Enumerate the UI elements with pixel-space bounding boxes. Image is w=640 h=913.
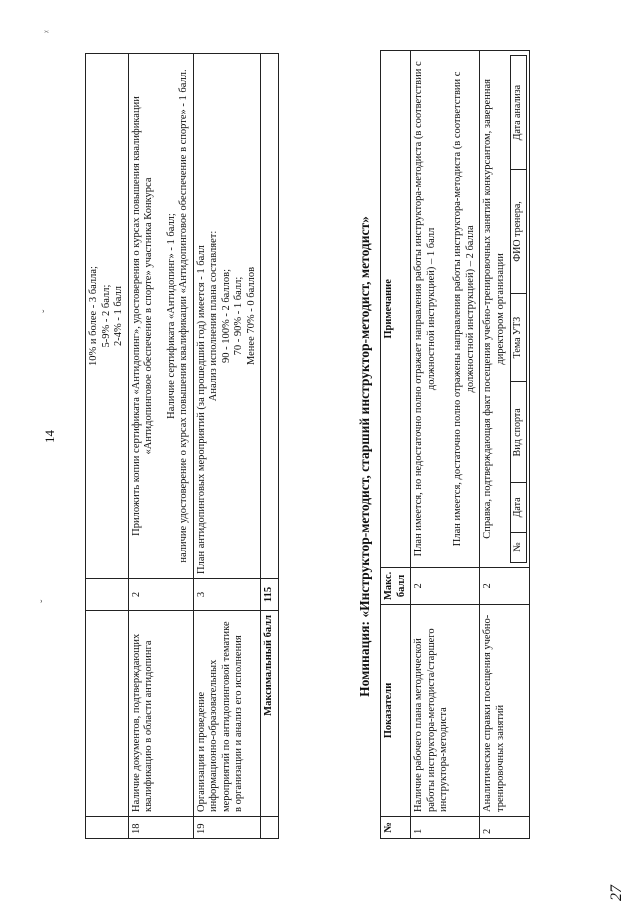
scan-mark: ˇ (42, 309, 53, 313)
note-cell: Справка, подтверждающая факт посещения учебно-тренировочных занятий конкурсантом, заверенная директором организации № Дата Вид спорта Тема УТЗ ФИО тренера, Дата анализа (480, 51, 530, 568)
handwritten-page-number: 27 (608, 885, 625, 901)
column-header: ФИО тренера, (511, 170, 527, 293)
row-number: 19 (193, 817, 261, 839)
nomination-title: Номинация: «Инструктор-методист, старший инструктор-методист, методист» (357, 216, 372, 697)
row-number: 2 (480, 817, 530, 839)
column-header: Примечание (381, 51, 411, 568)
scoring-note: 10% и более - 3 балла; 5-9% - 2 балл; 2-4% - 1 балл (86, 54, 129, 579)
column-header: Дата анализа (511, 56, 527, 170)
max-score: 2 (480, 567, 530, 604)
row-number: 18 (128, 817, 193, 839)
column-header: Дата (511, 483, 527, 532)
total-value: 115 (261, 579, 279, 611)
nomination-criteria-table (380, 50, 530, 839)
row-number: 1 (411, 817, 480, 839)
column-header: Макс. балл (381, 567, 411, 604)
table-header-row (511, 56, 527, 563)
table-row (193, 54, 261, 839)
table-row (86, 54, 129, 839)
total-label: Максимальный балл (261, 611, 279, 817)
table-row-total (261, 54, 279, 839)
column-header: № (381, 817, 411, 839)
note-cell: Приложить копии сертификата «Антидопинг», удостоверения о курсах повышения квалификации «Антидопинговое обеспечение в спорте» участника Конкурса Наличие сертификата «Антидопинг» - 1 балл; наличие удостоверение о курсах повышения квалификации «Антидопинговое обеспечение в спорте» - 1 балл. (128, 54, 193, 579)
indicator-text: Наличие документов, подтверждающих квалификацию в области антидопинга (128, 611, 193, 817)
indicator-text: Аналитические справки посещения учебно-тренировочных занятий (480, 605, 530, 817)
column-header: Вид спорта (511, 382, 527, 483)
criteria-table-continued (85, 53, 279, 839)
indicator-text: Наличие рабочего плана методической работы инструктора-методиста/старшего инструктора-методиста (411, 605, 480, 817)
page-number: 14 (42, 430, 57, 443)
note-cell: План антидопинговых мероприятий (за прошедший год) имеется - 1 балл Анализ исполнения плана составляет: 90 - 100% - 2 баллов; 70 - 90% - 1 балл; Менее 70% - 0 баллов (193, 54, 261, 579)
table-header-row (381, 51, 411, 839)
table-row (411, 51, 480, 839)
max-score: 2 (128, 579, 193, 611)
column-header: № (511, 532, 527, 562)
scan-mark: ᵡ (42, 30, 53, 33)
max-score: 2 (411, 567, 480, 604)
column-header: Тема УТЗ (511, 293, 527, 382)
table-row (480, 51, 530, 839)
indicator-text: Организация и проведение информационно-образовательных мероприятий по антидопинговой тематике в организации и анализ его исполнения (193, 611, 261, 817)
visit-log-table (510, 55, 527, 563)
note-cell: План имеется, но недостаточно полно отражает направления работы инструктора-методиста (в соответствии с должностной инструкцией) – 1 балл План имеется, достаточно полно отражены направления работы инструктора-методиста (в соответствии с должностной инструкцией) – 2 балла (411, 51, 480, 568)
max-score: 3 (193, 579, 261, 611)
table-row (128, 54, 193, 839)
column-header: Показатели (381, 605, 411, 817)
scan-mark: ˇ (40, 599, 51, 603)
